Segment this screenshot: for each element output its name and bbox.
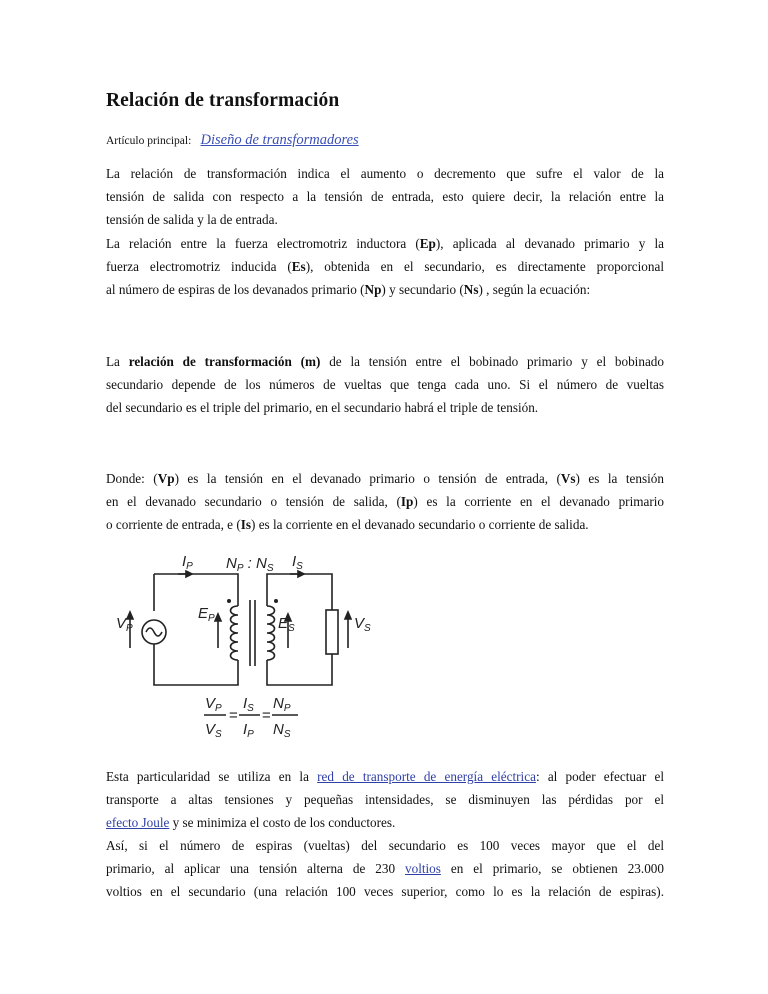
arrow-head-icon (345, 612, 351, 619)
eq-ip: $I_P$ (243, 721, 254, 740)
main-article-link[interactable]: Diseño de transformadores (200, 132, 359, 148)
arrow-head-icon (127, 612, 133, 619)
text-line: efecto Joule y se minimiza el costo de los conductores. (106, 814, 396, 830)
text-line: Esta particularidad se utiliza en la red de transporte de energía eléctrica: al poder efectuar el (106, 769, 664, 784)
is-label: $I_S$ (292, 553, 303, 572)
joule-effect-link[interactable]: efecto Joule (106, 814, 170, 830)
primary-coil (231, 606, 239, 660)
ip-label: $I_P$ (182, 553, 193, 572)
eq-np: $N_P$ (273, 695, 291, 714)
paragraph-example (106, 835, 664, 903)
sine-icon (146, 628, 162, 636)
secondary-coil (267, 606, 275, 660)
text-line: Así, si el número de espiras (vueltas) del secundario es 100 veces mayor que el del (106, 838, 664, 853)
arrow-head-icon (215, 614, 221, 621)
main-article-label: Artículo principal: (106, 135, 192, 147)
text-line: o corriente de entrada, e (Is) es la corriente en el devanado secundario o corriente de salida. (106, 516, 589, 532)
paragraph-emf (106, 233, 664, 301)
text-line: al número de espiras de los devanados primario (Np) y secundario (Ns) , según la ecuación: (106, 281, 591, 297)
polarity-dot (274, 599, 278, 603)
vp-label: $V_P$ (116, 615, 133, 634)
text-line: La relación entre la fuerza electromotriz inductora (Ep), aplicada al devanado primario y la (106, 236, 664, 251)
text-line: en el devanado secundario o tensión de salida, (Ip) es la corriente en el devanado primario (106, 493, 664, 509)
es-label: $E_S$ (278, 615, 295, 634)
main-article-line (106, 132, 359, 149)
paragraph-transport (106, 766, 664, 834)
page-title: Relación de transformación (106, 90, 340, 111)
eq-equals: = (262, 707, 271, 724)
turns-ratio-label: $N_P$ : $N_S$ (226, 555, 274, 574)
polarity-dot (227, 599, 231, 603)
text-line: tensión de salida con respecto a la tensión de entrada, esto quiere decir, la relación entre la (106, 188, 664, 204)
text-line: La relación de transformación indica el aumento o decremento que sufre el valor de la (106, 166, 664, 181)
paragraph-ratio-intro (106, 163, 664, 231)
secondary-top-wire (267, 574, 332, 610)
text-line: secundario depende de los números de vueltas que tenga cada uno. Si el número de vueltas (106, 376, 664, 392)
text-line: Donde: (Vp) es la tensión en el devanado primario o tensión de entrada, (Vs) es la tensión (106, 471, 664, 486)
text-line: tensión de salida y la de entrada. (106, 211, 278, 227)
primary-top-wire (154, 574, 238, 606)
text-line: voltios en el secundario (una relación 100 veces superior, como lo es la relación de espiras). (106, 883, 664, 899)
eq-vs: $V_S$ (205, 721, 222, 740)
ep-label: $E_P$ (198, 605, 215, 624)
eq-vp: $V_P$ (205, 695, 222, 714)
eq-ns: $N_S$ (273, 721, 291, 740)
power-grid-link[interactable]: red de transporte de energía eléctrica (317, 769, 536, 784)
secondary-bottom-wire (267, 654, 332, 685)
vs-label: $V_S$ (354, 615, 371, 634)
primary-bottom-wire (154, 644, 238, 685)
text-line: del secundario es el triple del primario, en el secundario habrá el triple de tensión. (106, 399, 539, 415)
paragraph-definitions (106, 468, 664, 536)
text-line: fuerza electromotriz inducida (Es), obtenida en el secundario, es directamente proporcional (106, 258, 664, 274)
text-line: primario, al aplicar una tensión alterna de 230 voltios en el primario, se obtienen 23.000 (106, 860, 664, 876)
eq-is: $I_S$ (243, 695, 254, 714)
transformer-diagram (108, 548, 378, 744)
load-resistor (326, 610, 338, 654)
text-line: transporte a altas tensiones y pequeñas intensidades, se disminuyen las pérdidas por el (106, 791, 664, 807)
text-line: La relación de transformación (m) de la tensión entre el bobinado primario y el bobinado (106, 354, 664, 369)
paragraph-transformation-ratio (106, 351, 664, 419)
eq-equals: = (229, 707, 238, 724)
volts-link[interactable]: voltios (405, 860, 441, 876)
